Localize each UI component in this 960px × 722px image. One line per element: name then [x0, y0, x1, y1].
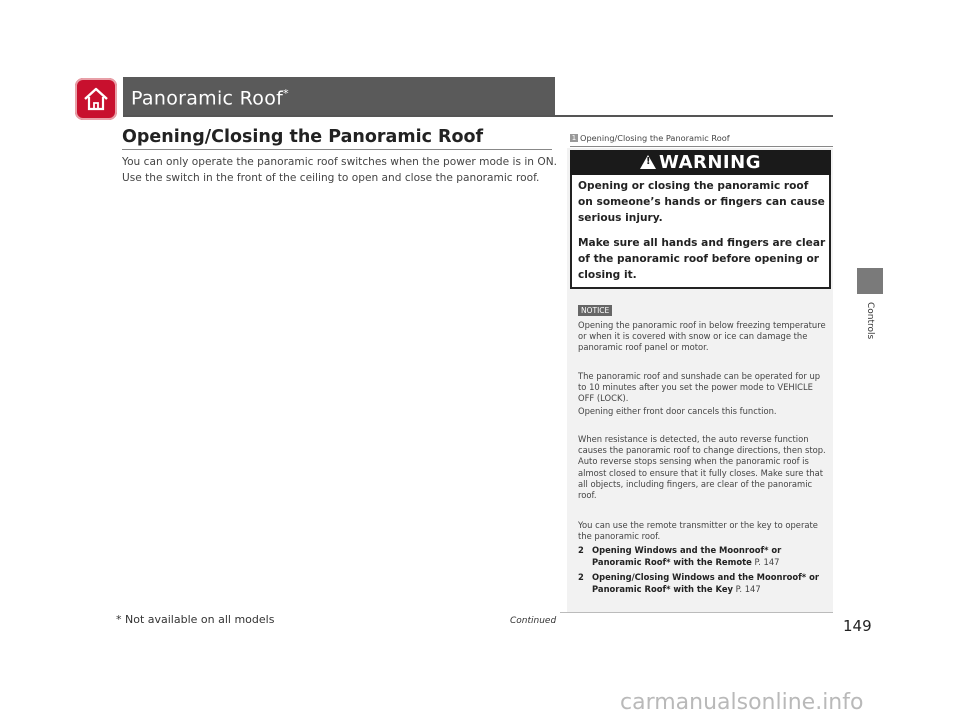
- note-heading-text: Opening/Closing the Panoramic Roof: [580, 133, 730, 143]
- title-divider: [123, 115, 833, 117]
- page-title: Panoramic Roof: [131, 87, 284, 110]
- cross-reference-key[interactable]: [578, 572, 828, 596]
- warning-label: WARNING: [659, 152, 761, 173]
- chapter-tab-label[interactable]: [850, 300, 890, 350]
- reference-page-remote: P. 147: [754, 556, 780, 567]
- warning-text-injury: Opening or closing the panoramic roof on someone’s hands or fingers can cause serious injury.: [578, 180, 825, 224]
- note-remote: You can use the remote transmitter or the key to operate the panoramic roof.: [578, 520, 818, 542]
- note-heading: [570, 133, 730, 143]
- notice-badge: NOTICE: [578, 305, 612, 316]
- warning-text-clear: Make sure all hands and fingers are clear of the panoramic roof before opening or closing it.: [578, 237, 826, 281]
- chapter-tab-marker[interactable]: [857, 268, 883, 294]
- notice-text: Opening the panoramic roof in below freezing temperature or when it is covered with snow or ice can damage the panoramic roof panel or motor.: [578, 320, 826, 353]
- footer-divider: [560, 612, 833, 613]
- body-paragraph-switch: Use the switch in the front of the ceiling to open and close the panoramic roof.: [122, 172, 540, 184]
- chapter-label-text: Controls: [865, 302, 875, 340]
- reference-page-key: P. 147: [735, 583, 761, 594]
- note-operate-time: The panoramic roof and sunshade can be operated for up to 10 minutes after you set the power mode to VEHICLE OFF (LOCK).: [578, 371, 821, 404]
- cross-reference-remote[interactable]: [578, 545, 828, 569]
- note-auto-reverse: When resistance is detected, the auto reverse function causes the panoramic roof to change directions, then stop. Auto reverse stops sensing when the panoramic roof is almost closed to ensure that it fully closes. Make sure that all objects, including fingers, are clear of the panoramic roof.: [578, 434, 826, 501]
- section-divider: [122, 149, 552, 150]
- body-paragraph-power-mode: You can only operate the panoramic roof switches when the power mode is in ON.: [122, 156, 558, 168]
- availability-mark: *: [283, 87, 289, 100]
- footnote: * Not available on all models: [116, 613, 275, 626]
- section-body: [122, 154, 562, 186]
- warning-header: [570, 150, 831, 175]
- reference-link-key[interactable]: Opening/Closing Windows and the Moonroof* or Panoramic Roof* with the Key: [592, 572, 819, 594]
- watermark: carmanualsonline.info: [620, 690, 864, 715]
- home-icon: [81, 84, 111, 114]
- section-title: Opening/Closing the Panoramic Roof: [122, 127, 484, 147]
- note-divider: [570, 146, 833, 147]
- reference-arrow-icon: 2: [578, 572, 584, 582]
- continued-label: Continued: [510, 616, 557, 626]
- warning-icon: [640, 155, 656, 169]
- home-button[interactable]: [75, 78, 117, 120]
- note-cancel: Opening either front door cancels this function.: [578, 406, 777, 416]
- page-title-bar: [123, 77, 555, 115]
- reference-arrow-icon: 2: [578, 545, 584, 555]
- note-marker: 1: [571, 134, 577, 142]
- page-number: 149: [843, 617, 872, 635]
- reference-link-remote[interactable]: Opening Windows and the Moonroof* or Panoramic Roof* with the Remote: [592, 545, 782, 567]
